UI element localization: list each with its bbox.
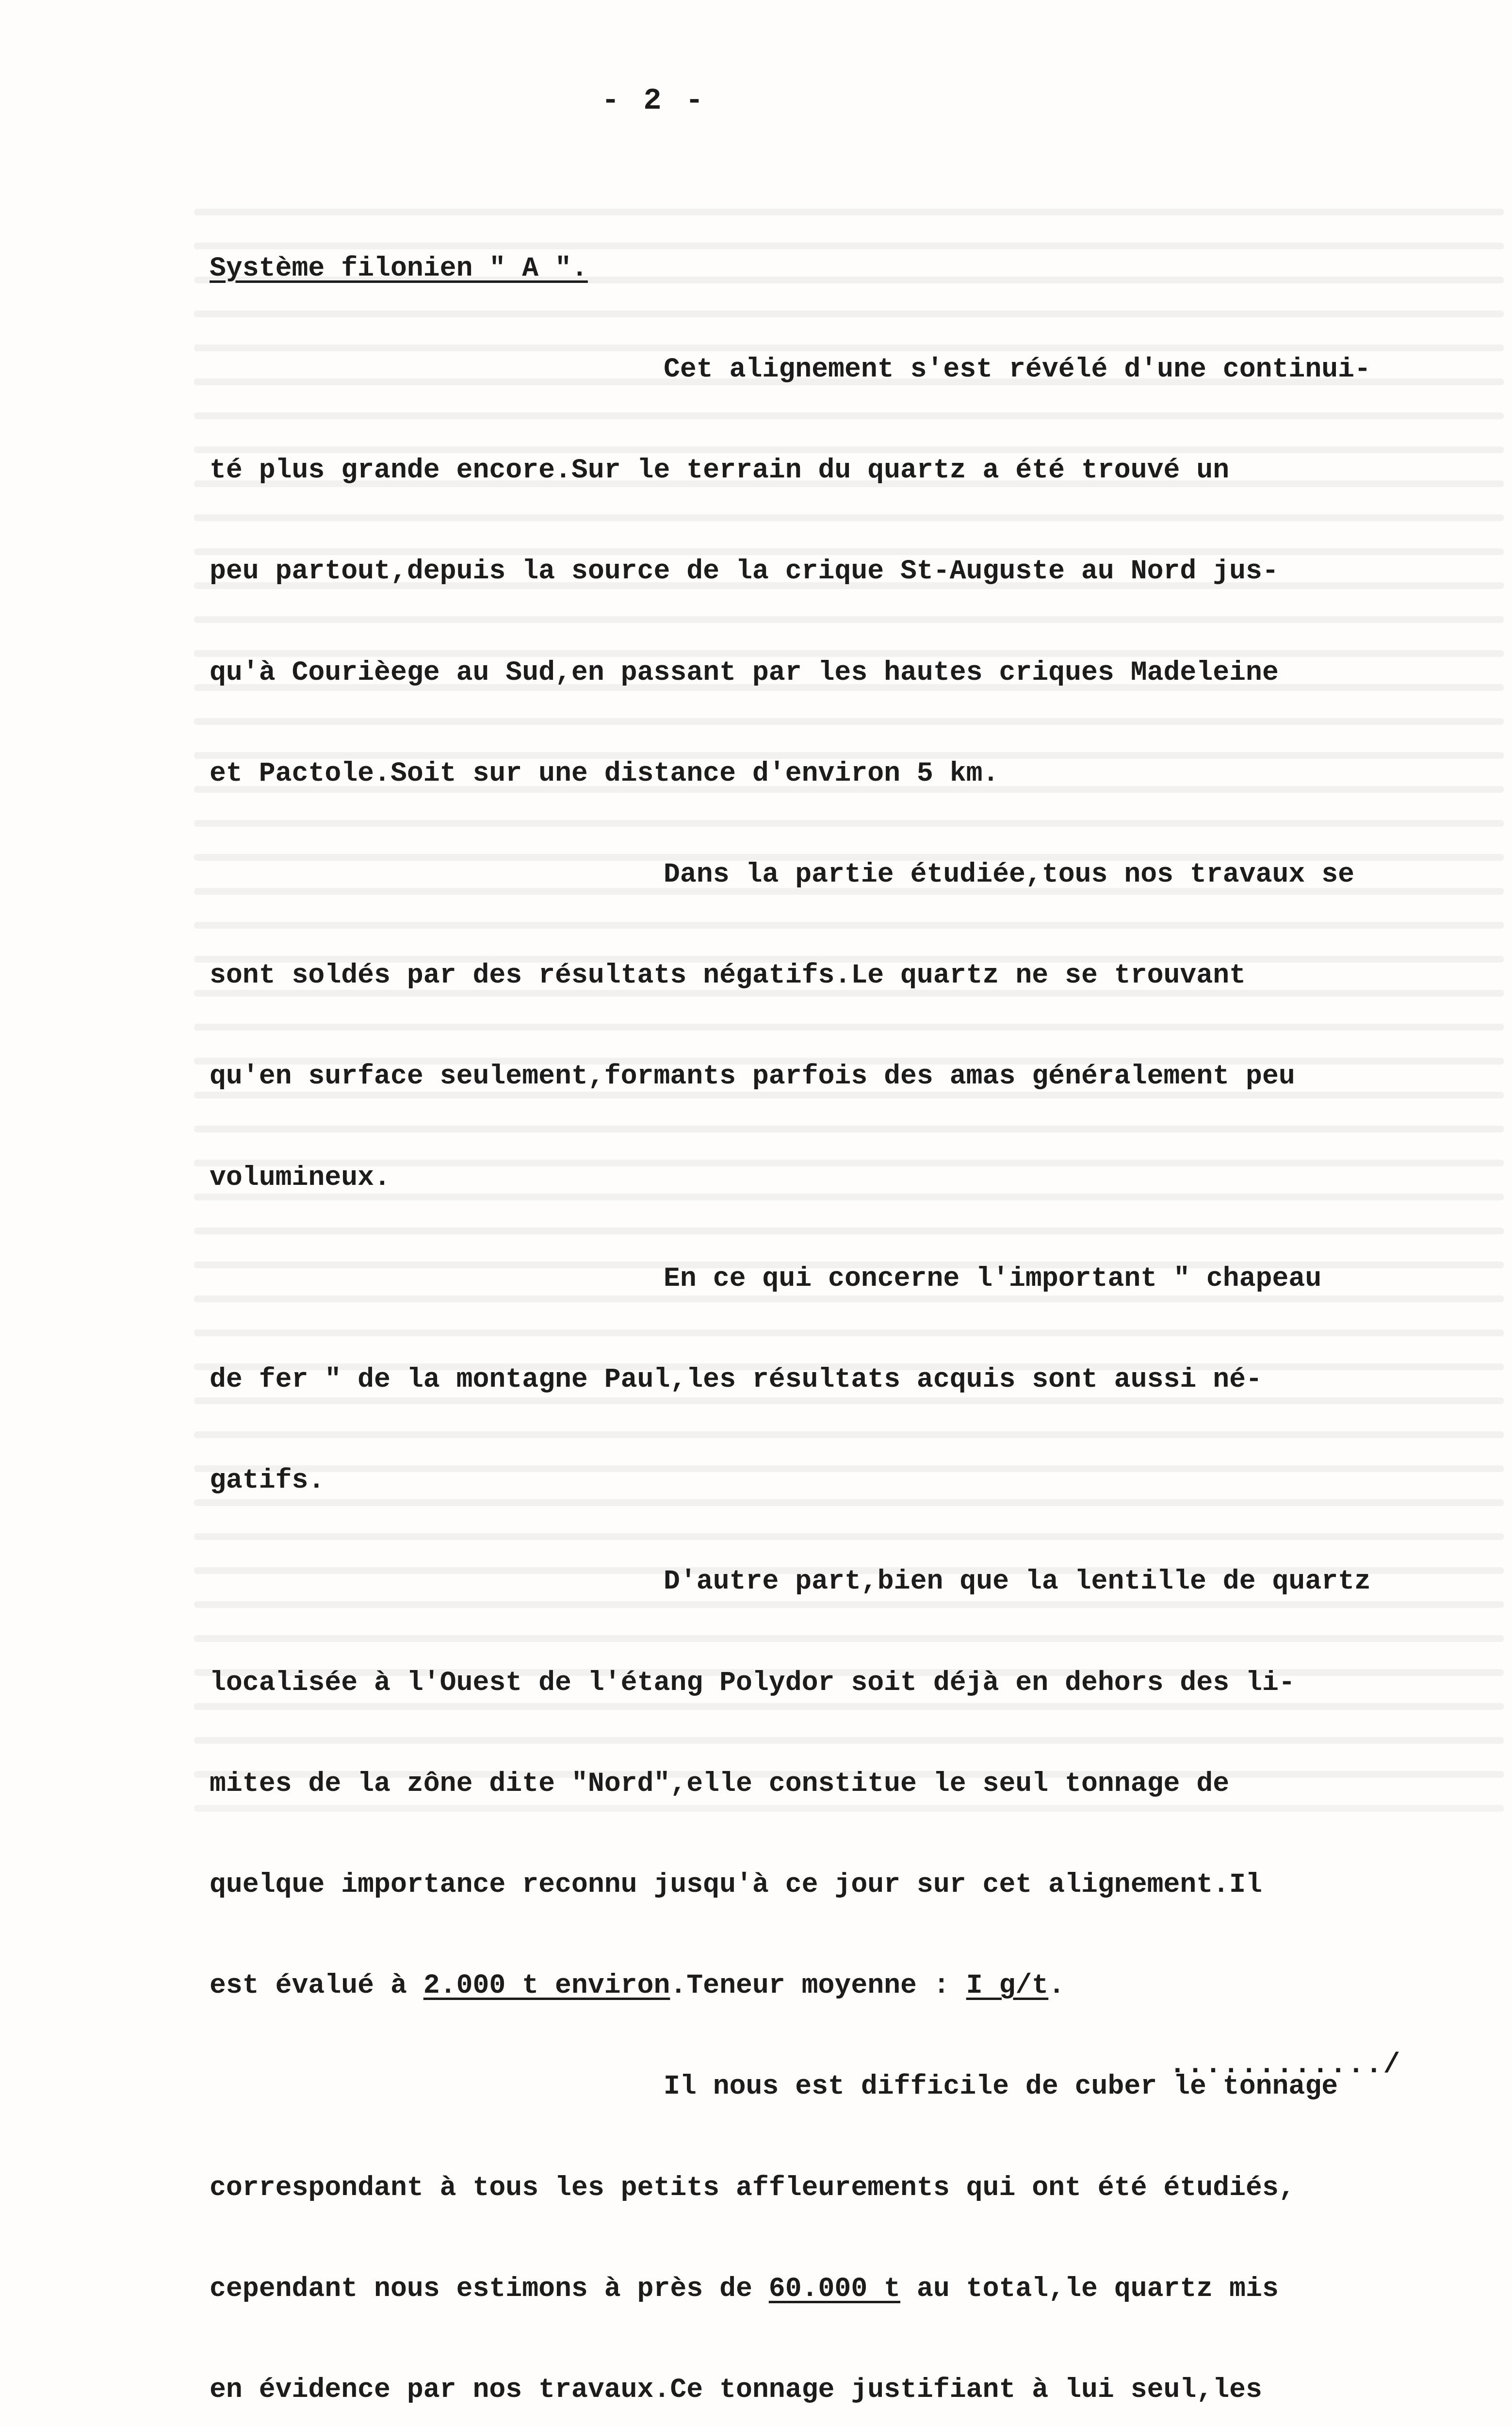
section-heading: Système filonien " A ". [210,252,588,284]
text-line: en évidence par nos travaux.Ce tonnage justifiant à lui seul,les [210,2374,1262,2406]
text-line: Il nous est difficile de cuber le tonnage [664,2071,1338,2102]
text-line: En ce qui concerne l'important " chapeau [664,1262,1322,1294]
tonnage-line: est évalué à 2.000 t environ.Teneur moyenne : I g/t. [210,1970,1065,2001]
text-line: sont soldés par des résultats négatifs.Le quartz ne se trouvant [210,960,1246,991]
text-line: Cet alignement s'est révélé d'une continui- [664,354,1371,385]
tonnage-value: 2.000 t environ [423,1970,670,2001]
text-line: qu'à Courièege au Sud,en passant par les hautes criques Madeleine [210,656,1279,688]
estimate-value: 60.000 t [768,2273,901,2304]
text-line: mites de la zône dite "Nord",elle constitue le seul tonnage de [210,1768,1230,1799]
document-body [210,184,1495,2426]
text-line: té plus grande encore.Sur le terrain du quartz a été trouvé un [210,455,1230,486]
text-line: quelque importance reconnu jusqu'à ce jour sur cet alignement.Il [210,1869,1262,1901]
text-line: localisée à l'Ouest de l'étang Polydor soit déjà en dehors des li- [210,1667,1295,1698]
teneur-value: I g/t [966,1970,1049,2001]
page-number: - 2 - [602,83,707,118]
continuation-mark: ............/ [1169,2049,1401,2081]
text-line: qu'en surface seulement,formants parfois des amas généralement peu [210,1061,1295,1092]
text-line: Dans la partie étudiée,tous nos travaux se [664,859,1355,890]
text-line: et Pactole.Soit sur une distance d'environ 5 km. [210,757,999,789]
text-line: volumineux. [210,1162,390,1193]
estimate-line: cependant nous estimons à près de 60.000 t au total,le quartz mis [210,2273,1279,2304]
text-line: correspondant à tous les petits affleurements qui ont été étudiés, [210,2172,1295,2203]
text-line: gatifs. [210,1465,325,1496]
text-line: de fer " de la montagne Paul,les résultats acquis sont aussi né- [210,1364,1262,1395]
text-line: peu partout,depuis la source de la crique St-Auguste au Nord jus- [210,556,1279,587]
text-line: D'autre part,bien que la lentille de quartz [664,1566,1371,1597]
